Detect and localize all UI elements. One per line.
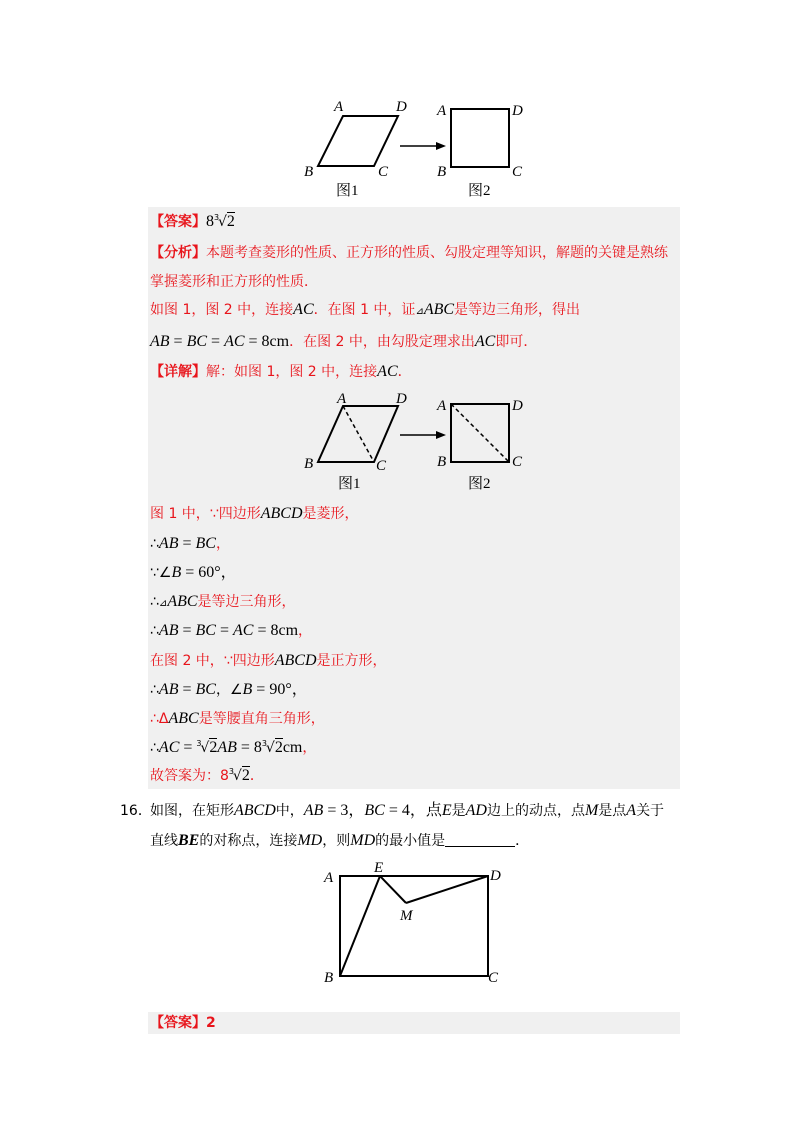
analysis-line2: 掌握菱形和正方形的性质． <box>150 274 318 290</box>
figure-rectangle-svg <box>320 858 510 988</box>
label-B5: B <box>324 970 334 986</box>
rhombus-shape <box>318 116 398 166</box>
figure-top <box>300 92 540 202</box>
cube-root: 3 √2 <box>214 213 235 230</box>
square-shape <box>451 109 509 167</box>
answer-15: 【答案】8 3 √2 <box>150 213 235 230</box>
step-8: ∴ΔABC是等腰直角三角形， <box>150 710 325 727</box>
detail-intro: 【详解】解：如图 1，图 2 中，连接AC． <box>150 363 412 380</box>
answer-tag: 【答案】 <box>150 214 206 230</box>
answer-16-box <box>148 1012 680 1034</box>
label-A3: A <box>337 391 347 407</box>
label-C3: C <box>376 458 387 474</box>
question-line2: 直线BE的对称点，连接MD，则MD的最小值是 ． <box>150 832 530 849</box>
arrow-head-2 <box>436 431 446 439</box>
step-9: ∴AC = 3 √2AB = 8 3 √2cm， <box>150 739 317 756</box>
label-B3: B <box>304 456 314 472</box>
figure-top-svg <box>300 92 540 202</box>
square-shape-2 <box>451 404 509 462</box>
rhombus-diagonal <box>343 406 374 462</box>
label-D4: D <box>512 398 523 414</box>
label-A2: A <box>437 103 447 119</box>
segment-EM <box>380 876 406 903</box>
label-B2: B <box>437 164 447 180</box>
solution-box <box>148 207 680 789</box>
question-number: 16． <box>120 803 152 819</box>
label-D3: D <box>396 391 407 407</box>
segment-MD <box>406 876 488 903</box>
caption-fig1: 图1 <box>336 183 359 199</box>
analysis-line1: 【分析】本题考查菱形的性质、正方形的性质、勾股定理等知识，解题的关键是熟练 <box>150 245 668 261</box>
label-M: M <box>400 908 413 924</box>
label-C5: C <box>488 970 499 986</box>
label-C: C <box>378 164 389 180</box>
label-A4: A <box>437 398 447 414</box>
caption-fig2: 图2 <box>468 183 491 199</box>
figure-mid-svg <box>300 386 540 496</box>
figure-rectangle <box>320 858 510 988</box>
square-diagonal <box>451 404 509 462</box>
answer-blank <box>445 832 515 847</box>
step-7: ∴AB = BC，∠B = 90°， <box>150 681 308 698</box>
step-6: 在图 2 中，∵四边形ABCD是正方形， <box>150 652 387 669</box>
label-B4: B <box>437 454 447 470</box>
label-C2: C <box>512 164 523 180</box>
step-3: ∵∠B = 60°， <box>150 564 237 581</box>
rectangle-ABCD <box>340 876 488 976</box>
label-A: A <box>334 99 344 115</box>
answer-16: 【答案】2 <box>150 1015 216 1031</box>
step-1: 图 1 中，∵四边形ABCD是菱形， <box>150 505 359 522</box>
step-4: ∴⊿ABC是等边三角形， <box>150 593 296 610</box>
step-10: 故答案为：8 3 √2． <box>150 767 264 784</box>
label-D2: D <box>512 103 523 119</box>
label-D5: D <box>490 868 501 884</box>
label-A5: A <box>324 870 334 886</box>
caption-fig1-mid: 图1 <box>338 476 361 492</box>
step-5: ∴AB = BC = AC = 8cm， <box>150 622 313 639</box>
analysis-line3: 如图 1，图 2 中，连接AC．在图 1 中，证⊿ABC是等边三角形，得出 <box>150 301 581 318</box>
question-line1: 如图，在矩形ABCD中，AB = 3，BC = 4，点E是AD边上的动点，点M是点A关于 <box>150 802 665 819</box>
analysis-line4: AB = BC = AC = 8cm．在图 2 中，由勾股定理求出AC即可． <box>150 333 538 350</box>
step-2: ∴AB = BC， <box>150 535 230 552</box>
arrow-head <box>436 142 446 150</box>
label-C4: C <box>512 454 523 470</box>
caption-fig2-mid: 图2 <box>468 476 491 492</box>
label-E: E <box>374 860 384 876</box>
figure-mid <box>300 386 540 496</box>
label-D: D <box>396 99 407 115</box>
segment-BE <box>340 876 380 976</box>
label-B: B <box>304 164 314 180</box>
